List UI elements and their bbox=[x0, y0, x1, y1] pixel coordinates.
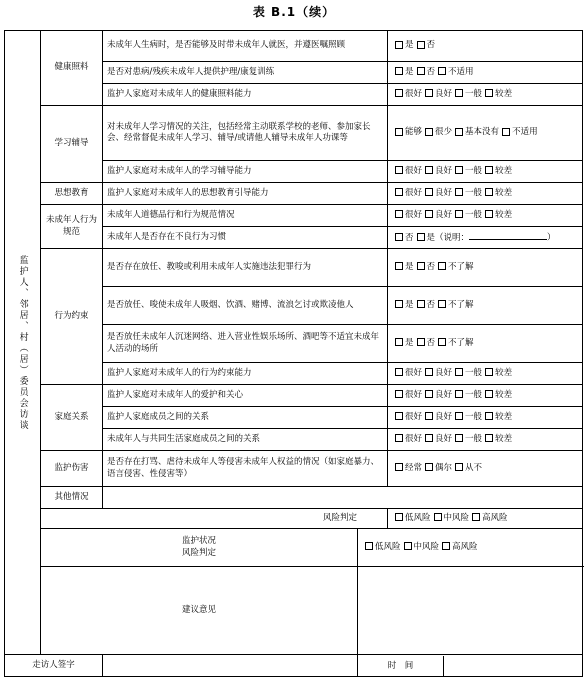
checkbox[interactable] bbox=[485, 434, 493, 442]
checkbox[interactable] bbox=[395, 210, 403, 218]
checkbox[interactable] bbox=[455, 128, 463, 136]
item-m1: 监护人家庭对未成年人的思想教育引导能力 bbox=[103, 183, 388, 205]
checkbox[interactable] bbox=[395, 338, 403, 346]
checkbox[interactable] bbox=[395, 300, 403, 308]
risk-label: 风险判定 bbox=[41, 509, 388, 529]
options-r2[interactable]: 是 否 不了解 bbox=[388, 287, 583, 325]
checkbox[interactable] bbox=[455, 434, 463, 442]
checkbox[interactable] bbox=[395, 368, 403, 376]
item-f1: 监护人家庭对未成年人的爱护和关心 bbox=[103, 385, 388, 407]
checkbox[interactable] bbox=[425, 434, 433, 442]
checkbox[interactable] bbox=[485, 89, 493, 97]
checkbox[interactable] bbox=[417, 300, 425, 308]
checkbox[interactable] bbox=[455, 368, 463, 376]
options-f3[interactable]: 很好 良好 一般 较差 bbox=[388, 429, 583, 451]
checkbox[interactable] bbox=[395, 412, 403, 420]
item-b2: 未成年人是否存在不良行为习惯 bbox=[103, 227, 388, 249]
group-behavior: 未成年人行为规范 bbox=[41, 205, 103, 249]
item-f2: 监护人家庭成员之间的关系 bbox=[103, 407, 388, 429]
visitor-signature-input[interactable] bbox=[103, 655, 358, 677]
checkbox[interactable] bbox=[395, 463, 403, 471]
other-input[interactable] bbox=[103, 487, 583, 509]
advice-input[interactable] bbox=[358, 567, 583, 655]
options-f1[interactable]: 很好 良好 一般 较差 bbox=[388, 385, 583, 407]
checkbox[interactable] bbox=[395, 390, 403, 398]
options-m1[interactable]: 很好 良好 一般 较差 bbox=[388, 183, 583, 205]
checkbox[interactable] bbox=[485, 390, 493, 398]
time-input[interactable] bbox=[444, 656, 582, 676]
checkbox[interactable] bbox=[425, 463, 433, 471]
group-moral: 思想教育 bbox=[41, 183, 103, 205]
checkbox[interactable] bbox=[442, 542, 450, 550]
table-title: 表 B.1（续） bbox=[252, 5, 336, 19]
group-harm: 监护伤害 bbox=[41, 451, 103, 487]
guardian-risk-label: 监护状况 风险判定 bbox=[41, 529, 358, 567]
item-r4: 监护人家庭对未成年人的行为约束能力 bbox=[103, 363, 388, 385]
item-r3: 是否放任未成年人沉迷网络、进入营业性娱乐场所、酒吧等不适宜未成年人活动的场所 bbox=[103, 325, 388, 363]
checkbox[interactable] bbox=[395, 41, 403, 49]
checkbox[interactable] bbox=[365, 542, 373, 550]
checkbox[interactable] bbox=[417, 338, 425, 346]
options-risk[interactable]: 低风险 中风险 高风险 bbox=[388, 509, 583, 529]
checkbox[interactable] bbox=[417, 67, 425, 75]
checkbox[interactable] bbox=[395, 166, 403, 174]
checkbox[interactable] bbox=[485, 188, 493, 196]
options-r1[interactable]: 是 否 不了解 bbox=[388, 249, 583, 287]
checkbox[interactable] bbox=[485, 210, 493, 218]
options-h2[interactable]: 是 否 不适用 bbox=[388, 62, 583, 84]
checkbox[interactable] bbox=[438, 262, 446, 270]
options-s1[interactable]: 能够 很少 基本没有 不适用 bbox=[388, 106, 583, 161]
options-r3[interactable]: 是 否 不了解 bbox=[388, 325, 583, 363]
checkbox[interactable] bbox=[417, 262, 425, 270]
options-h1[interactable]: 是 否 bbox=[388, 31, 583, 62]
checkbox[interactable] bbox=[425, 128, 433, 136]
checkbox[interactable] bbox=[455, 166, 463, 174]
options-f2[interactable]: 很好 良好 一般 较差 bbox=[388, 407, 583, 429]
item-r1: 是否存在放任、教唆或利用未成年人实施违法犯罪行为 bbox=[103, 249, 388, 287]
checkbox[interactable] bbox=[425, 210, 433, 218]
checkbox[interactable] bbox=[395, 188, 403, 196]
checkbox[interactable] bbox=[438, 300, 446, 308]
options-b1[interactable]: 很好 良好 一般 较差 bbox=[388, 205, 583, 227]
group-family: 家庭关系 bbox=[41, 385, 103, 451]
item-f3: 未成年人与共同生活家庭成员之间的关系 bbox=[103, 429, 388, 451]
checkbox[interactable] bbox=[434, 513, 442, 521]
options-r4[interactable]: 很好 良好 一般 较差 bbox=[388, 363, 583, 385]
checkbox[interactable] bbox=[485, 412, 493, 420]
checkbox[interactable] bbox=[425, 89, 433, 97]
checkbox[interactable] bbox=[395, 67, 403, 75]
checkbox[interactable] bbox=[455, 463, 463, 471]
checkbox[interactable] bbox=[395, 513, 403, 521]
item-h2: 是否对患病/残疾未成年人提供护理/康复训练 bbox=[103, 62, 388, 84]
options-b2[interactable]: 否 是（说明： ） bbox=[388, 227, 583, 249]
checkbox[interactable] bbox=[438, 67, 446, 75]
checkbox[interactable] bbox=[485, 368, 493, 376]
group-restraint: 行为约束 bbox=[41, 249, 103, 385]
options-s2[interactable]: 很好 良好 一般 较差 bbox=[388, 161, 583, 183]
checkbox[interactable] bbox=[455, 390, 463, 398]
interview-table bbox=[4, 30, 583, 677]
checkbox[interactable] bbox=[485, 166, 493, 174]
group-study: 学习辅导 bbox=[41, 106, 103, 183]
item-b1: 未成年人道德品行和行为规范情况 bbox=[103, 205, 388, 227]
section-label: 监护人、邻居、村（居）委员会访谈 bbox=[5, 31, 41, 655]
checkbox[interactable] bbox=[455, 210, 463, 218]
time-cell bbox=[358, 655, 583, 677]
options-guardian-risk[interactable]: 低风险 中风险 高风险 bbox=[358, 529, 583, 567]
checkbox[interactable] bbox=[395, 233, 403, 241]
checkbox[interactable] bbox=[438, 338, 446, 346]
checkbox[interactable] bbox=[455, 89, 463, 97]
checkbox[interactable] bbox=[417, 41, 425, 49]
checkbox[interactable] bbox=[395, 434, 403, 442]
item-r2: 是否放任、唆使未成年人吸烟、饮酒、赌博、流浪乞讨或欺凌他人 bbox=[103, 287, 388, 325]
checkbox[interactable] bbox=[395, 262, 403, 270]
group-other: 其他情况 bbox=[41, 487, 103, 509]
options-x1[interactable]: 经常 偶尔 从不 bbox=[388, 451, 583, 487]
checkbox[interactable] bbox=[472, 513, 480, 521]
item-s2: 监护人家庭对未成年人的学习辅导能力 bbox=[103, 161, 388, 183]
item-h3: 监护人家庭对未成年人的健康照料能力 bbox=[103, 84, 388, 106]
checkbox[interactable] bbox=[502, 128, 510, 136]
checkbox[interactable] bbox=[425, 368, 433, 376]
item-x1: 是否存在打骂、虐待未成年人等侵害未成年人权益的情况（如家庭暴力、语言侵害、性侵害等） bbox=[103, 451, 388, 487]
group-health: 健康照料 bbox=[41, 31, 103, 106]
checkbox[interactable] bbox=[425, 166, 433, 174]
checkbox[interactable] bbox=[417, 233, 425, 241]
options-h3[interactable]: 很好 良好 一般 较差 bbox=[388, 84, 583, 106]
advice-label: 建议意见 bbox=[41, 567, 358, 655]
checkbox[interactable] bbox=[425, 390, 433, 398]
checkbox[interactable] bbox=[425, 188, 433, 196]
checkbox[interactable] bbox=[395, 89, 403, 97]
checkbox[interactable] bbox=[455, 188, 463, 196]
time-label: 时 间 bbox=[358, 656, 444, 676]
checkbox[interactable] bbox=[455, 412, 463, 420]
checkbox[interactable] bbox=[425, 412, 433, 420]
checkbox[interactable] bbox=[404, 542, 412, 550]
item-s1: 对未成年人学习情况的关注，包括经常主动联系学校的老师、参加家长会、经常督促未成年人学习、辅导/或请他人辅导未成年人功课等 bbox=[103, 106, 388, 161]
item-h1: 未成年人生病时，是否能够及时带未成年人就医，并遵医嘱照顾 bbox=[103, 31, 388, 62]
checkbox[interactable] bbox=[395, 128, 403, 136]
visitor-signature-label: 走访人签字 bbox=[5, 655, 103, 677]
